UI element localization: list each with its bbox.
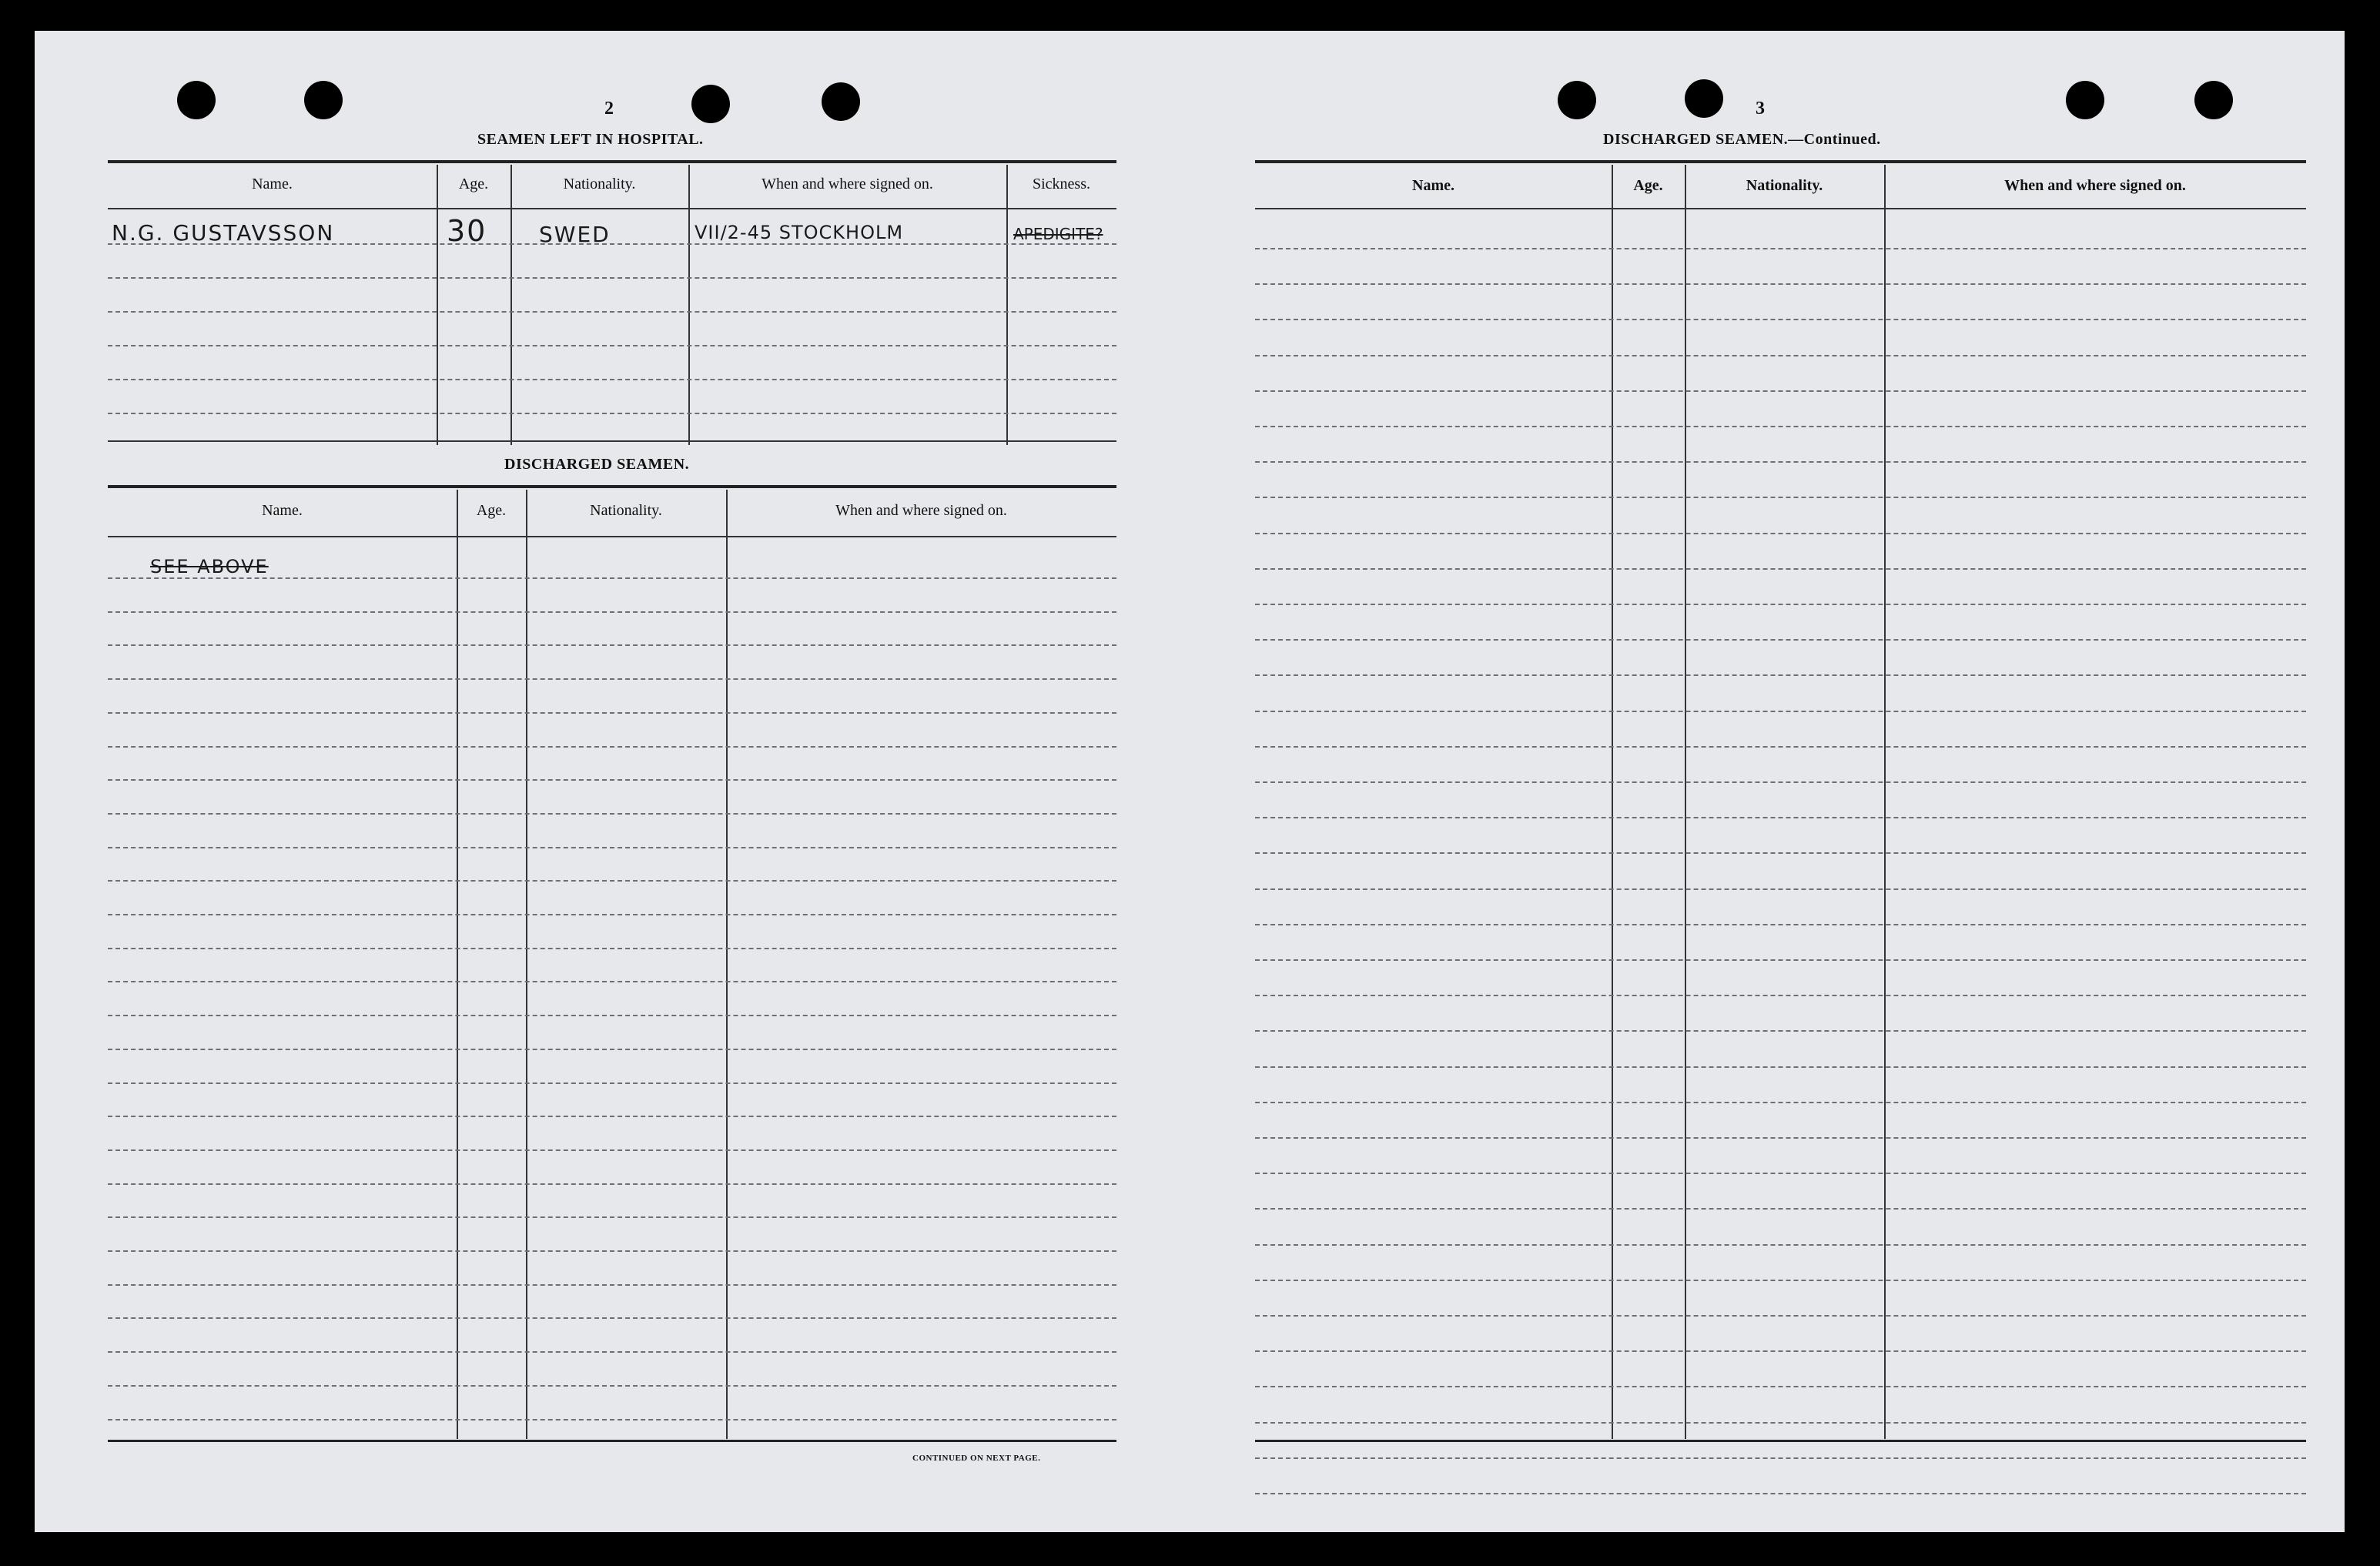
table-row-line [1255,1208,2306,1210]
table-row-line [1255,461,2306,463]
entry-nationality: SWED [539,222,611,247]
table-row-line [108,1015,1116,1016]
table-row-line [108,1149,1116,1151]
table-row-line [108,1216,1116,1218]
table-row-line [108,1082,1116,1084]
column-header-name: Name. [252,176,293,192]
table-row-line [108,345,1116,346]
table-row-line [108,577,1116,579]
table-row-line [1255,248,2306,249]
table-row-line [108,1049,1116,1050]
table-row-line [1255,1030,2306,1032]
discharged-section-title: DISCHARGED SEAMEN. [504,456,690,473]
table-row-line [108,914,1116,915]
table-top-rule [108,160,1116,163]
table-row-line [1255,283,2306,285]
entry-age: 30 [447,214,487,248]
table-top-rule [108,485,1116,488]
table-row-line [1255,319,2306,320]
column-header-nationality: Nationality. [590,502,662,519]
table-row-line [1255,995,2306,996]
table-row-line [1255,1102,2306,1103]
column-divider [510,165,512,445]
table-row-line [1255,604,2306,605]
table-row-line [108,311,1116,313]
table-row-line [108,678,1116,680]
table-row-line [1255,1173,2306,1174]
table-row-line [1255,1244,2306,1246]
table-row-line [1255,1137,2306,1139]
table-row-line [108,1284,1116,1286]
column-divider [457,490,458,1439]
column-header-nationality: Nationality. [563,176,636,192]
column-divider [726,490,728,1439]
table-row-line [108,440,1116,442]
column-divider [688,165,690,445]
table-row-line [108,1385,1116,1387]
table-row-line [108,1183,1116,1185]
discharged-continued-title: DISCHARGED SEAMEN.—Continued. [1603,131,1881,148]
table-row-line [108,981,1116,982]
page-number-left: 2 [604,99,614,119]
column-header-age: Age. [458,176,489,192]
column-header-age: Age. [1633,177,1663,194]
punch-hole [2194,81,2233,119]
table-row-line [1255,852,2306,854]
column-divider [1006,165,1008,445]
table-row-line [1255,390,2306,392]
header-rule [108,536,1116,537]
punch-hole [304,81,343,119]
table-row-line [1255,1066,2306,1068]
table-row-line [1255,1280,2306,1281]
column-header-signed-on: When and where signed on. [762,176,933,192]
table-row-line [108,644,1116,646]
table-row-line [1255,568,2306,570]
table-row-line [108,880,1116,882]
table-row-line [1255,1315,2306,1317]
punch-hole [177,81,216,119]
table-row-line [1255,1386,2306,1387]
table-row-line [108,1419,1116,1420]
table-row-line [1255,426,2306,427]
table-row-line [108,379,1116,380]
punch-hole [822,82,860,121]
table-row-line [108,779,1116,781]
table-row-line [108,847,1116,848]
table-row-line [1255,355,2306,356]
table-row-line [1255,817,2306,818]
column-divider [437,165,438,445]
hospital-table [108,160,1116,480]
table-row-line [1255,639,2306,641]
table-top-rule [1255,160,2306,163]
page-number-right: 3 [1756,99,1765,119]
table-row-line [1255,1457,2306,1459]
table-row-line [1255,924,2306,925]
column-header-age: Age. [476,502,507,519]
column-header-sickness: Sickness. [1033,176,1090,192]
table-row-line [1255,746,2306,748]
hospital-section-title: SEAMEN LEFT IN HOSPITAL. [477,131,704,148]
table-bottom-rule [1255,1440,2306,1442]
table-row-line [1255,1493,2306,1494]
column-header-signed-on: When and where signed on. [2004,177,2186,194]
table-row-line [1255,781,2306,783]
entry-signed-on: VII/2-45 STOCKHOLM [695,222,904,243]
table-row-line [1255,959,2306,961]
discharged-table-left [108,485,1116,1501]
column-header-name: Name. [262,502,303,519]
table-row-line [108,746,1116,748]
punch-hole [2066,81,2104,119]
punch-hole [691,85,730,123]
table-row-line [1255,1422,2306,1424]
column-divider [526,490,527,1439]
table-row-line [1255,674,2306,676]
table-row-line [108,813,1116,815]
entry-name: SEE ABOVE [150,556,269,577]
header-rule [1255,208,2306,209]
column-header-name: Name. [1412,177,1454,194]
column-header-signed-on: When and where signed on. [835,502,1007,519]
table-row-line [108,948,1116,949]
punch-hole [1558,81,1596,119]
table-row-line [1255,711,2306,712]
table-row-line [1255,1350,2306,1352]
punch-hole [1685,79,1723,118]
table-row-line [108,277,1116,279]
table-row-line [1255,888,2306,890]
table-row-line [108,413,1116,414]
table-row-line [108,1351,1116,1353]
table-row-line [108,712,1116,714]
table-row-line [108,1250,1116,1252]
discharged-table-right [1255,160,2306,1484]
table-row-line [108,1116,1116,1117]
entry-name: N.G. GUSTAVSSON [112,220,335,246]
table-bottom-rule [108,1440,1116,1442]
table-row-line [108,1317,1116,1319]
table-row-line [1255,497,2306,498]
table-row-line [1255,533,2306,534]
continued-note: CONTINUED ON NEXT PAGE. [912,1454,1041,1463]
column-header-nationality: Nationality. [1746,177,1823,194]
header-rule [108,208,1116,209]
record-sheet [35,31,2345,1532]
table-row-line [108,611,1116,613]
entry-sickness: APEDIGITE? [1013,225,1103,243]
